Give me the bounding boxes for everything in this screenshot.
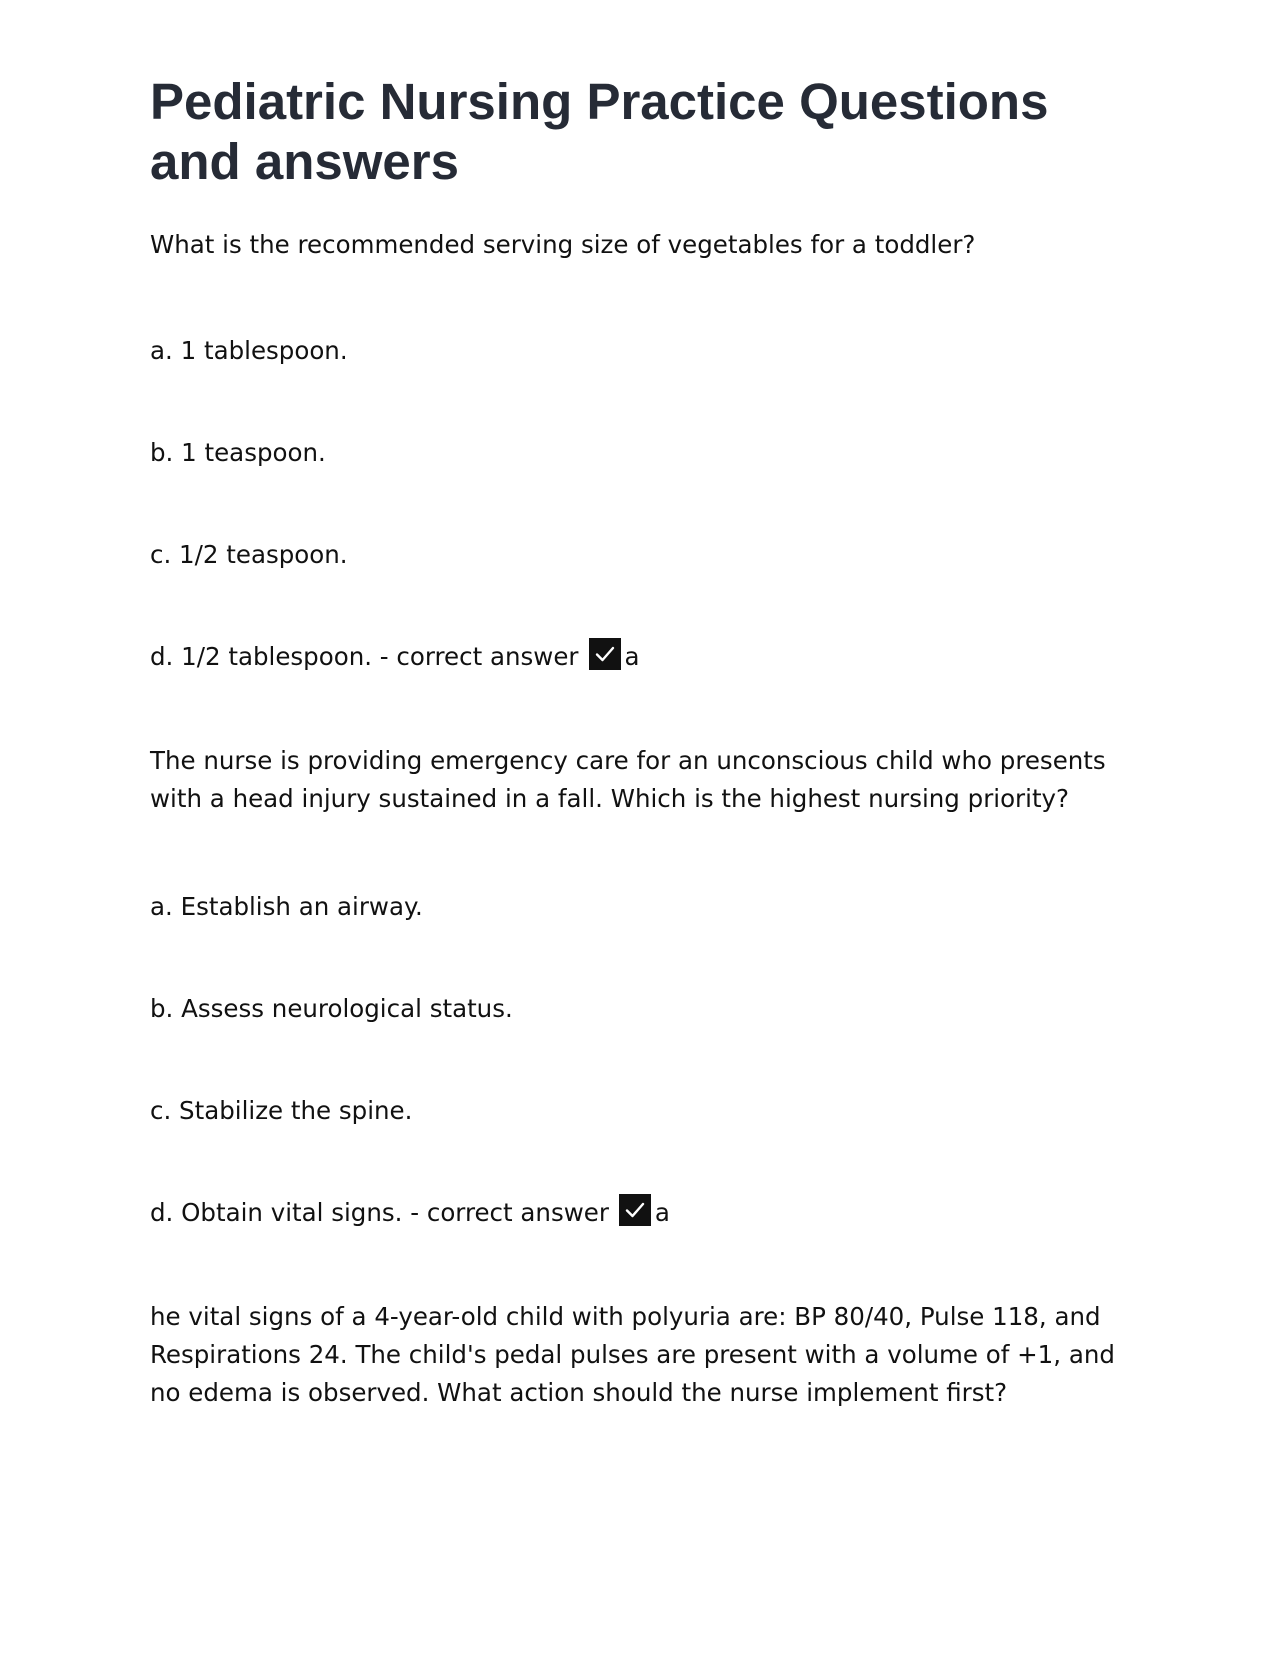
question-2-option-b: b. Assess neurological status. (150, 994, 513, 1023)
question-2-answer: a (654, 1198, 670, 1227)
question-1-option-d: d. 1/2 tablespoon. - correct answer (150, 642, 579, 671)
question-1-option-c: c. 1/2 teaspoon. (150, 540, 348, 569)
question-2-option-d: d. Obtain vital signs. - correct answer (150, 1198, 609, 1227)
page-title: Pediatric Nursing Practice Questions and answers (150, 73, 1049, 190)
question-1-text: What is the recommended serving size of vegetables for a toddler? (150, 230, 976, 259)
question-1-option-a: a. 1 tablespoon. (150, 336, 348, 365)
document-page (150, 72, 1140, 1412)
question-1-option-b: b. 1 teaspoon. (150, 438, 326, 467)
check-mark-icon (619, 1194, 651, 1226)
question-2-option-a: a. Establish an airway. (150, 892, 423, 921)
question-1-option-d-row (150, 638, 1140, 676)
check-mark-icon (589, 638, 621, 670)
question-1-answer: a (624, 642, 640, 671)
question-2-option-c: c. Stabilize the spine. (150, 1096, 413, 1125)
question-3-text: he vital signs of a 4-year-old child with polyuria are: BP 80/40, Pulse 118, and Respirations 24. The child's pedal pulses are present with a volume of +1, and no edema is observed. What action should the nurse implement first? (150, 1302, 1115, 1407)
question-2-option-d-row (150, 1194, 1140, 1232)
question-2-text: The nurse is providing emergency care for an unconscious child who presents with a head injury sustained in a fall. Which is the highest nursing priority? (150, 746, 1106, 813)
